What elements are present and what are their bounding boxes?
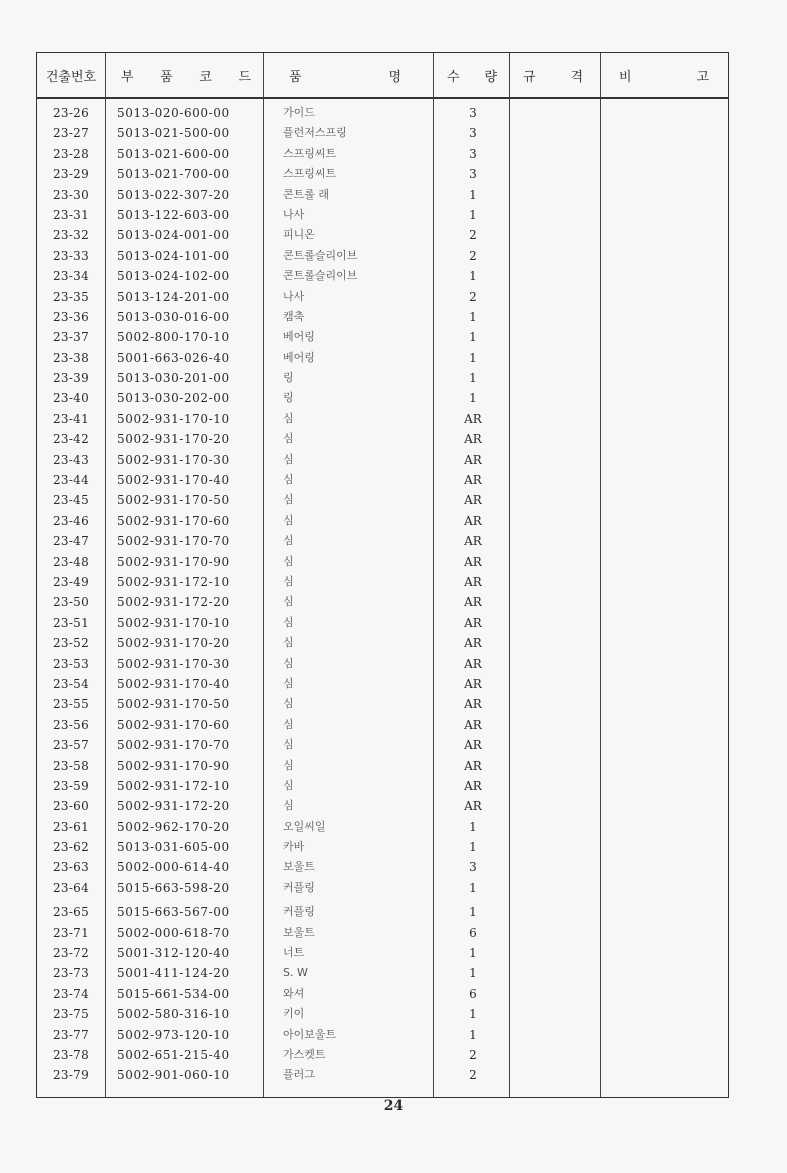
part-code: 5001-312-120-40 [117, 946, 230, 961]
header-name-char: 명 [388, 69, 401, 85]
quantity: 2 [469, 228, 477, 243]
part-code: 5013-030-202-00 [117, 391, 230, 406]
quantity: AR [464, 738, 482, 753]
quantity: 2 [469, 1047, 477, 1062]
table-row [37, 429, 728, 449]
row-number: 23-73 [52, 966, 90, 981]
part-name: 심 [283, 473, 294, 487]
quantity: 3 [469, 106, 477, 120]
part-name: 플러그 [283, 1068, 315, 1082]
quantity: AR [464, 595, 482, 610]
quantity: 3 [469, 860, 477, 875]
part-name: 심 [283, 758, 294, 772]
row-number: 23-37 [52, 330, 90, 345]
part-name: 콘트롤슬리이브 [283, 269, 358, 283]
header-no-label: 건출번호 [45, 69, 97, 85]
part-code: 5013-024-102-00 [117, 269, 230, 284]
header-no [37, 53, 105, 97]
parts-table [36, 52, 729, 1098]
table-row [37, 144, 728, 164]
quantity: AR [464, 452, 482, 467]
part-name: 피니온 [283, 228, 315, 242]
header-note-char: 비 [619, 69, 632, 85]
table-row [37, 1025, 728, 1045]
quantity: 3 [469, 146, 477, 161]
quantity: 1 [469, 350, 477, 365]
header-name-char: 품 [289, 69, 302, 85]
header-code-char: 품 [160, 69, 173, 85]
part-name: 심 [283, 513, 294, 527]
table-row [37, 963, 728, 983]
table-body [37, 103, 728, 1086]
row-number: 23-48 [52, 554, 90, 569]
header-qty-char: 수 [447, 69, 460, 85]
quantity: 3 [469, 167, 477, 182]
part-name: 심 [283, 493, 294, 507]
header-code-char: 드 [238, 69, 251, 85]
quantity: 1 [469, 309, 477, 324]
header-code-char: 부 [121, 69, 134, 85]
quantity: 1 [469, 330, 477, 345]
part-code: 5002-931-170-90 [117, 758, 230, 773]
row-number: 23-50 [52, 595, 90, 610]
quantity: AR [464, 432, 482, 447]
part-name: 키이 [283, 1007, 305, 1021]
part-code: 5002-931-170-70 [117, 738, 230, 753]
table-row [37, 225, 728, 245]
quantity: AR [464, 636, 482, 651]
row-number: 23-60 [52, 799, 90, 814]
part-code: 5013-024-001-00 [117, 228, 230, 243]
quantity: 2 [469, 1068, 477, 1083]
row-number: 23-79 [52, 1068, 90, 1083]
row-number: 23-46 [52, 513, 90, 528]
table-row [37, 633, 728, 653]
part-name: 심 [283, 738, 294, 752]
table-row [37, 348, 728, 368]
quantity: AR [464, 574, 482, 589]
part-name: 커플링 [283, 880, 315, 894]
part-name: 나사 [283, 207, 305, 221]
row-number: 23-40 [52, 391, 90, 406]
header-qty [447, 53, 497, 97]
part-code: 5002-931-170-30 [117, 656, 230, 671]
part-code: 5002-931-170-90 [117, 554, 230, 569]
table-row [37, 490, 728, 510]
part-code: 5002-931-170-10 [117, 411, 230, 426]
part-code: 5002-800-170-10 [117, 330, 230, 345]
table-row [37, 531, 728, 551]
table-row [37, 572, 728, 592]
part-name: 링 [283, 371, 294, 385]
table-row [37, 943, 728, 963]
row-number: 23-61 [52, 819, 90, 834]
table-row [37, 984, 728, 1004]
part-code: 5013-020-600-00 [117, 106, 230, 120]
table-row [37, 185, 728, 205]
table-row [37, 511, 728, 531]
table-row [37, 388, 728, 408]
part-code: 5002-931-170-20 [117, 432, 230, 447]
part-code: 5002-931-170-40 [117, 473, 230, 488]
part-name: 아이보울트 [283, 1027, 337, 1041]
quantity: 1 [469, 840, 477, 855]
table-row [37, 857, 728, 877]
quantity: AR [464, 534, 482, 549]
part-name: 콘트롤 래 [283, 187, 330, 201]
part-name: 심 [283, 636, 294, 650]
part-name: 심 [283, 411, 294, 425]
row-number: 23-36 [52, 309, 90, 324]
part-name: 심 [283, 432, 294, 446]
quantity: 1 [469, 1007, 477, 1022]
row-number: 23-54 [52, 676, 90, 691]
quantity: AR [464, 717, 482, 732]
part-code: 5002-931-172-10 [117, 778, 230, 793]
part-code: 5015-661-534-00 [117, 986, 230, 1001]
row-number: 23-49 [52, 574, 90, 589]
part-name: 콘트롤슬리이브 [283, 248, 358, 262]
quantity: 1 [469, 946, 477, 961]
part-code: 5002-931-170-60 [117, 513, 230, 528]
table-row [37, 307, 728, 327]
table-row [37, 1004, 728, 1024]
row-number: 23-52 [52, 636, 90, 651]
part-name: 심 [283, 574, 294, 588]
table-row [37, 756, 728, 776]
part-code: 5002-931-170-40 [117, 676, 230, 691]
part-code: 5013-021-700-00 [117, 167, 230, 182]
table-row [37, 694, 728, 714]
table-row [37, 1065, 728, 1085]
part-name: 심 [283, 615, 294, 629]
quantity: AR [464, 778, 482, 793]
part-name: 와셔 [283, 986, 305, 1000]
quantity: AR [464, 513, 482, 528]
part-code: 5002-931-172-20 [117, 595, 230, 610]
quantity: AR [464, 493, 482, 508]
part-code: 5002-931-170-70 [117, 534, 230, 549]
quantity: 2 [469, 289, 477, 304]
row-number: 23-74 [52, 986, 90, 1001]
part-code: 5013-021-500-00 [117, 126, 230, 141]
table-row [37, 735, 728, 755]
header-spec-char: 격 [570, 69, 583, 85]
header-spec [523, 53, 583, 97]
table-row [37, 327, 728, 347]
quantity: 6 [469, 986, 477, 1001]
table-row [37, 266, 728, 286]
table-row [37, 1045, 728, 1065]
header-spec-char: 규 [523, 69, 536, 85]
header-divider [37, 97, 728, 99]
row-number: 23-44 [52, 473, 90, 488]
part-code: 5013-122-603-00 [117, 207, 230, 222]
part-name: 가이드 [283, 106, 315, 119]
table-row [37, 552, 728, 572]
part-code: 5002-901-060-10 [117, 1068, 230, 1083]
part-name: 심 [283, 656, 294, 670]
part-code: 5002-931-170-20 [117, 636, 230, 651]
row-number: 23-38 [52, 350, 90, 365]
row-number: 23-55 [52, 697, 90, 712]
part-code: 5013-124-201-00 [117, 289, 230, 304]
quantity: 1 [469, 371, 477, 386]
part-name: 오일씨일 [283, 819, 326, 833]
part-code: 5002-580-316-10 [117, 1007, 230, 1022]
part-code: 5002-962-170-20 [117, 819, 230, 834]
part-name: 보울트 [283, 925, 315, 939]
part-name: 심 [283, 595, 294, 609]
table-row [37, 164, 728, 184]
row-number: 23-42 [52, 432, 90, 447]
row-number: 23-33 [52, 248, 90, 263]
table-row [37, 450, 728, 470]
header-code-char: 코 [199, 69, 212, 85]
table-row [37, 654, 728, 674]
part-code: 5013-022-307-20 [117, 187, 230, 202]
quantity: 1 [469, 966, 477, 981]
part-name: 심 [283, 554, 294, 568]
row-number: 23-26 [52, 106, 90, 120]
table-row [37, 796, 728, 816]
header-name [289, 53, 401, 97]
row-number: 23-72 [52, 946, 90, 961]
page-number: 24 [383, 1098, 404, 1114]
quantity: AR [464, 676, 482, 691]
quantity: 2 [469, 248, 477, 263]
row-number: 23-78 [52, 1047, 90, 1062]
part-code: 5013-024-101-00 [117, 248, 230, 263]
quantity: 1 [469, 391, 477, 406]
quantity: 6 [469, 925, 477, 940]
part-code: 5015-663-598-20 [117, 880, 230, 895]
table-row [37, 817, 728, 837]
row-number: 23-75 [52, 1007, 90, 1022]
row-number: 23-77 [52, 1027, 90, 1042]
quantity: AR [464, 799, 482, 814]
part-code: 5002-931-170-50 [117, 493, 230, 508]
quantity: AR [464, 758, 482, 773]
row-number: 23-53 [52, 656, 90, 671]
table-row [37, 592, 728, 612]
row-number: 23-30 [52, 187, 90, 202]
part-name: 스프링씨트 [283, 167, 337, 181]
part-name: 플런저스프링 [283, 126, 347, 140]
part-name: 심 [283, 717, 294, 731]
part-name: 카바 [283, 840, 305, 854]
header-qty-char: 량 [484, 69, 497, 85]
row-number: 23-56 [52, 717, 90, 732]
row-number: 23-31 [52, 207, 90, 222]
part-name: 베어링 [283, 330, 315, 344]
quantity: 1 [469, 819, 477, 834]
row-number: 23-35 [52, 289, 90, 304]
part-name: 나사 [283, 289, 305, 303]
quantity: 1 [469, 269, 477, 284]
header-code [121, 53, 251, 97]
part-name: 심 [283, 452, 294, 466]
row-number: 23-65 [52, 905, 90, 920]
quantity: AR [464, 411, 482, 426]
part-code: 5002-973-120-10 [117, 1027, 230, 1042]
table-row [37, 205, 728, 225]
quantity: AR [464, 473, 482, 488]
quantity: 3 [469, 126, 477, 141]
part-code: 5002-931-172-10 [117, 574, 230, 589]
part-name: 링 [283, 391, 294, 405]
part-name: 너트 [283, 946, 305, 960]
part-code: 5002-931-170-60 [117, 717, 230, 732]
table-row [37, 902, 728, 922]
row-number: 23-45 [52, 493, 90, 508]
part-name: 스프링씨트 [283, 146, 337, 160]
table-row [37, 470, 728, 490]
part-code: 5013-031-605-00 [117, 840, 230, 855]
table-row [37, 409, 728, 429]
quantity: AR [464, 697, 482, 712]
row-number: 23-32 [52, 228, 90, 243]
part-code: 5002-931-170-50 [117, 697, 230, 712]
quantity: AR [464, 554, 482, 569]
part-name: 심 [283, 778, 294, 792]
part-code: 5015-663-567-00 [117, 905, 230, 920]
header-note [619, 53, 709, 97]
part-code: 5013-021-600-00 [117, 146, 230, 161]
part-code: 5002-000-614-40 [117, 860, 230, 875]
part-code: 5002-931-170-10 [117, 615, 230, 630]
row-number: 23-63 [52, 860, 90, 875]
quantity: 1 [469, 207, 477, 222]
row-number: 23-27 [52, 126, 90, 141]
part-code: 5002-931-170-30 [117, 452, 230, 467]
table-row [37, 103, 728, 123]
row-number: 23-51 [52, 615, 90, 630]
table-row [37, 246, 728, 266]
part-code: 5013-030-016-00 [117, 309, 230, 324]
table-row [37, 368, 728, 388]
row-number: 23-43 [52, 452, 90, 467]
part-name: 보울트 [283, 860, 315, 874]
quantity: 1 [469, 1027, 477, 1042]
part-code: 5001-663-026-40 [117, 350, 230, 365]
table-row [37, 613, 728, 633]
row-number: 23-47 [52, 534, 90, 549]
row-number: 23-57 [52, 738, 90, 753]
row-number: 23-39 [52, 371, 90, 386]
table-row [37, 837, 728, 857]
part-name: 심 [283, 676, 294, 690]
table-row [37, 878, 728, 898]
part-name: 베어링 [283, 350, 315, 364]
table-row [37, 674, 728, 694]
row-number: 23-41 [52, 411, 90, 426]
row-number: 23-62 [52, 840, 90, 855]
row-number: 23-28 [52, 146, 90, 161]
row-number: 23-59 [52, 778, 90, 793]
table-row [37, 123, 728, 143]
row-number: 23-64 [52, 880, 90, 895]
part-name: 심 [283, 534, 294, 548]
part-name: 커플링 [283, 905, 315, 919]
quantity: AR [464, 656, 482, 671]
part-name: 심 [283, 799, 294, 813]
part-name: 캠축 [283, 309, 305, 323]
table-row [37, 923, 728, 943]
part-code: 5002-651-215-40 [117, 1047, 230, 1062]
quantity: AR [464, 615, 482, 630]
row-number: 23-71 [52, 925, 90, 940]
quantity: 1 [469, 187, 477, 202]
row-number: 23-34 [52, 269, 90, 284]
part-code: 5002-931-172-20 [117, 799, 230, 814]
row-number: 23-58 [52, 758, 90, 773]
table-row [37, 776, 728, 796]
part-code: 5002-000-618-70 [117, 925, 230, 940]
part-name: 가스켓트 [283, 1047, 326, 1061]
quantity: 1 [469, 880, 477, 895]
table-row [37, 287, 728, 307]
table-row [37, 715, 728, 735]
row-number: 23-29 [52, 167, 90, 182]
part-name: 심 [283, 697, 294, 711]
header-note-char: 고 [696, 69, 709, 85]
part-name: S. W [283, 966, 308, 980]
part-code: 5013-030-201-00 [117, 371, 230, 386]
part-code: 5001-411-124-20 [117, 966, 230, 981]
quantity: 1 [469, 905, 477, 920]
